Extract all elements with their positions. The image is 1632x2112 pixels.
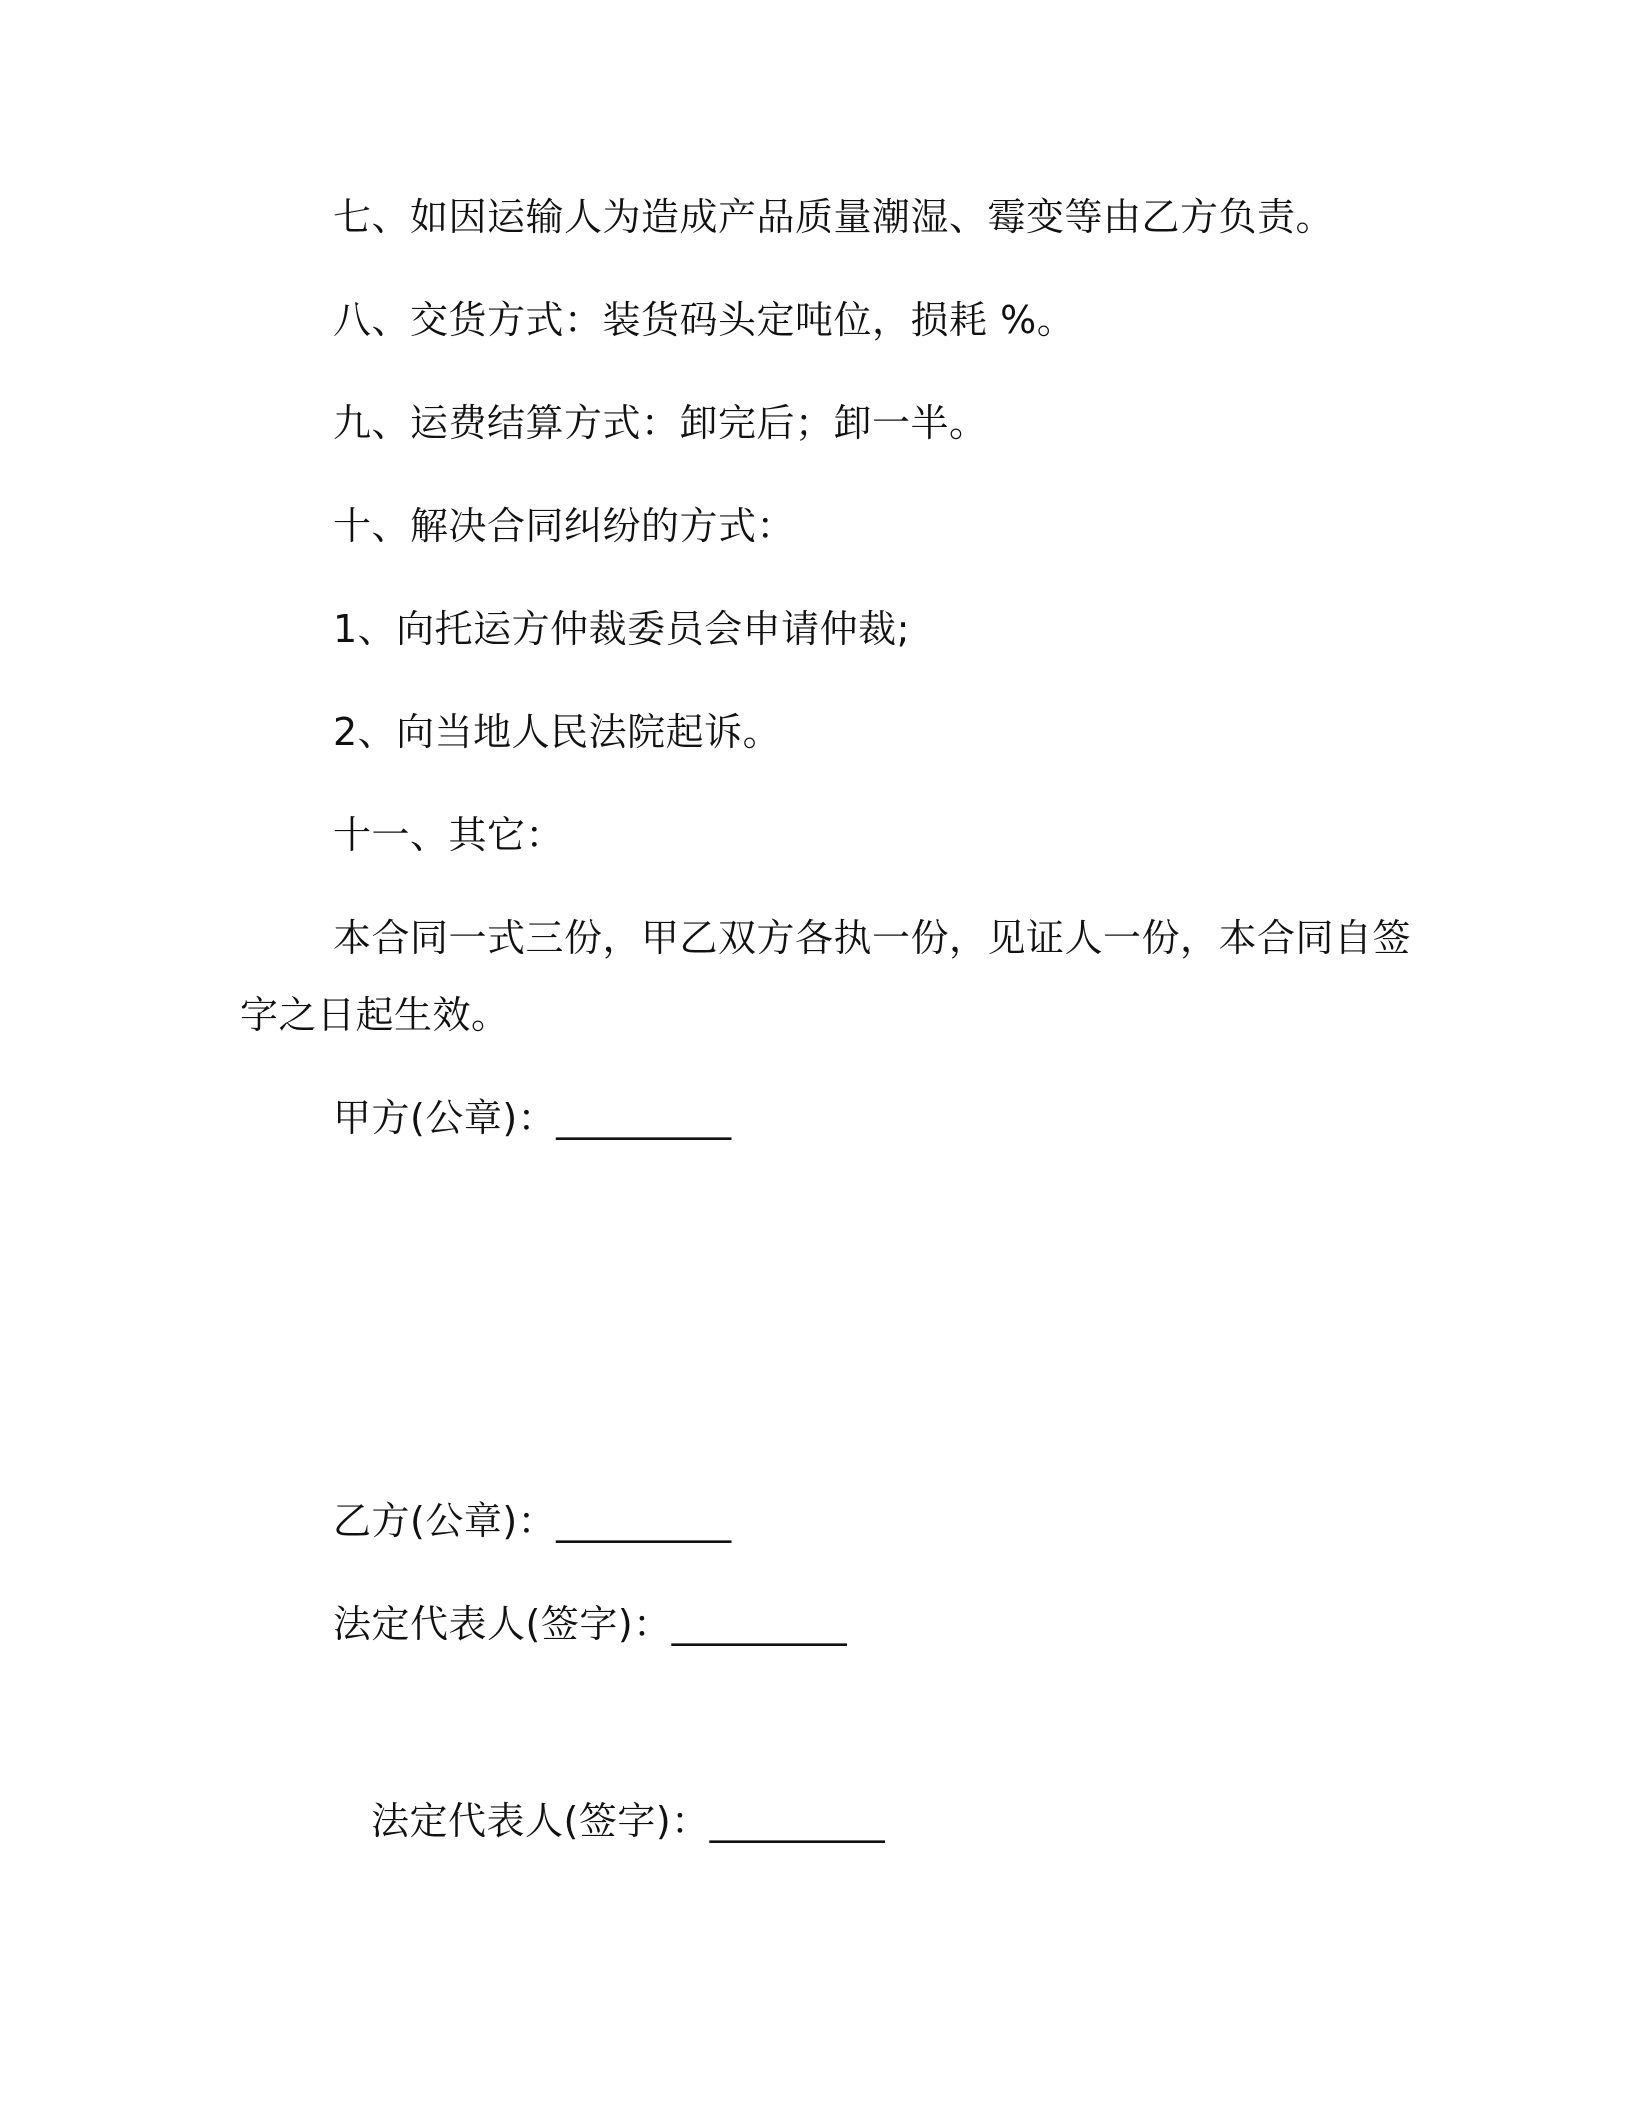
clause-11-body-line-1: 本合同一式三份，甲乙双方各执一份，见证人一份，本合同自签 (333, 916, 1412, 960)
clause-9: 九、运费结算方式：卸完后；卸一半。 (333, 401, 988, 445)
legal-rep-signature-line-1: 法定代表人(签字)：_________ (333, 1602, 848, 1646)
clause-10-item-1: 1、向托运方仲裁委员会申请仲裁; (333, 607, 910, 651)
clause-7: 七、如因运输人为造成产品质量潮湿、霉变等由乙方负责。 (333, 195, 1335, 239)
clause-11-body-line-2: 字之日起生效。 (240, 993, 510, 1037)
clause-10-heading: 十、解决合同纠纷的方式： (333, 504, 796, 548)
clause-8: 八、交货方式：装货码头定吨位，损耗 %。 (333, 298, 1076, 342)
party-a-seal-line: 甲方(公章)：_________ (333, 1096, 732, 1140)
party-b-seal-line: 乙方(公章)：_________ (333, 1499, 732, 1543)
clause-11-heading: 十一、其它： (333, 813, 565, 857)
legal-rep-signature-line-2: 法定代表人(签字)：_________ (371, 1799, 886, 1843)
clause-10-item-2: 2、向当地人民法院起诉。 (333, 710, 782, 754)
